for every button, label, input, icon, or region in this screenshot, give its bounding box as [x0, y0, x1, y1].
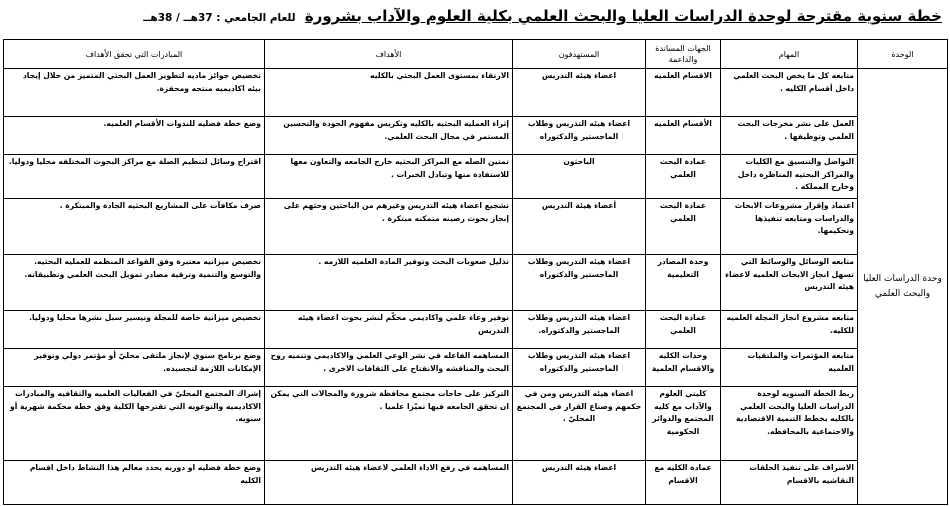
beneficiaries-cell: الباحثون — [513, 155, 646, 199]
goal-cell: المساهمه الفاعله في نشر الوعي العلمي والاكاديمي وتنميه روح البحث والمناقشه والانفتاح على الثقافات الاخرى . — [265, 349, 513, 387]
initiative-cell: إشراك المجتمع المحليّ في الفعاليات العلميه والثقافيه والمبادرات الاكاديميه والتوعويه التي تقترحها الكلية وفق خطة محكمة شهرية أو سنويه. — [4, 387, 265, 461]
table-row — [4, 69, 948, 117]
beneficiaries-cell: اعضاء هيئه التدريس وطلاب الماجستير والدكتوراه — [513, 255, 646, 311]
header-unit: الوحدة — [858, 40, 948, 69]
beneficiaries-cell: اعضاء هيئه التدريس وطلاب الماجستير والدكتوراه — [513, 117, 646, 155]
initiative-cell: وضع خطة فصليه للندوات الأقسام العلميه. — [4, 117, 265, 155]
task-cell: العمل على نشر مخرجات البحث العلمي وتوظيفها . — [721, 117, 858, 155]
document-title — [0, 2, 950, 32]
initiative-cell: تخصيص ميزانيه معتبرة وفق القواعد المنظمه للعمليه البحثيه. والتوسع والتنمية وترقية مصادر تمويل البحث العلمي وتطبيقاته. — [4, 255, 265, 311]
task-cell: متابعه المؤتمرات والملتقيات العلميه — [721, 349, 858, 387]
goal-cell: تمتين الصله مع المراكز البحثيه خارج الجامعه والتعاون معها للاستفادة منها وتبادل الخبرات . — [265, 155, 513, 199]
initiative-cell: تخصيص ميزانية خاصة للمجلة وتيسير سبل نشرها محليا ودوليا. — [4, 311, 265, 349]
academic-year: للعام الجامعي : 37هــ / 38هــ — [143, 12, 296, 24]
beneficiaries-cell: اعضاء هيئه التدريس — [513, 461, 646, 505]
task-cell: التواصل والتنسيق مع الكليات والمراكز البحثيه المناظرة داخل وخارج المملكه . — [721, 155, 858, 199]
header-initiatives: المبادرات التي تحقق الأهداف — [4, 40, 265, 69]
support-cell: الاقسام العلميه — [646, 69, 721, 117]
goal-cell: الارتقاء بمستوى العمل البحثي بالكليه — [265, 69, 513, 117]
initiative-cell: وضع برنامج سنوي لإنجاز ملتقى محليّ أو مؤتمر دولي وتوفير الإمكانات اللازمة لتجسيده. — [4, 349, 265, 387]
support-cell: وحدات الكليه والاقسام العلمية — [646, 349, 721, 387]
task-cell: متابعه مشروع انجاز المجلة العلميه للكليه. — [721, 311, 858, 349]
table-row — [4, 461, 948, 505]
unit-name-cell: وحدة الدراسات العليا والبحث العلمي — [858, 69, 948, 505]
task-cell: متابعه كل ما يخص البحث العلمي داخل أقسام الكليه . — [721, 69, 858, 117]
header-beneficiaries: المستهدفون — [513, 40, 646, 69]
table-row — [4, 155, 948, 199]
beneficiaries-cell: اعضاء هيئه التدريس وطلاب الماجستير والدكتوراه — [513, 349, 646, 387]
initiative-cell: وضع خطة فصليه او دوريه يحدد معالم هذا النشاط داخل اقسام الكليه — [4, 461, 265, 505]
task-cell: الاسراف على تنفيذ الحلقات النقاشيه بالاقسام — [721, 461, 858, 505]
beneficiaries-cell: أعضاء هيئة التدريس — [513, 199, 646, 255]
task-cell: ربط الخطة السنويه لوحدة الدراسات العليا والبحث العلمي بالكليه بخطط التنمية الاقتصادية والاجتماعية بالمحافظه. — [721, 387, 858, 461]
header-row — [4, 40, 948, 69]
table-row — [4, 199, 948, 255]
table-row — [4, 311, 948, 349]
table-row — [4, 255, 948, 311]
table-row — [4, 117, 948, 155]
beneficiaries-cell: اعضاء هيئه التدريس — [513, 69, 646, 117]
support-cell: عمادة البحث العلمي — [646, 199, 721, 255]
table-row — [4, 387, 948, 461]
goal-cell: إثراء العمليه البحثيه بالكليه وتكريس مفهوم الجودة والتحسين المستمر في مجال البحث العلمي. — [265, 117, 513, 155]
beneficiaries-cell: اعضاء هيئه التدريس ومن في حكمهم وصناع القرار في المجتمع المحليّ . — [513, 387, 646, 461]
support-cell: عمادة البحث العلمي — [646, 311, 721, 349]
header-support: الجهات المساندة والداعمة — [646, 40, 721, 69]
support-cell: كليتي العلوم والآداب مع كليه المجتمع والدوائر الحكومية — [646, 387, 721, 461]
goal-cell: توفير وعاء علمي واكاديمي محكّم لنشر بحوث اعضاء هيئه التدريس — [265, 311, 513, 349]
initiative-cell: اقتراح وسائل لتنظيم الصلة مع مراكز البحوث المختلفه محليا ودوليا. — [4, 155, 265, 199]
support-cell: وحدة المصادر التعليمية — [646, 255, 721, 311]
initiative-cell: تخصيص جوائز ماديه لتطوير العمل البحثي المتميز من خلال إيجاد بيئه اكاديميه منتجه ومحفزة. — [4, 69, 265, 117]
goal-cell: المساهمه في رفع الاداء العلمي لاعضاء هيئه التدريس — [265, 461, 513, 505]
task-cell: اعتماد وإقرار مشروعات الابحاث والدراسات ومتابعه تنفيذها وتحكيمها. — [721, 199, 858, 255]
goal-cell: تذليل صعوبات البحث وتوفير المادة العلميه اللازمه . — [265, 255, 513, 311]
header-goals: الأهداف — [265, 40, 513, 69]
plan-title: خطة سنوية مقترحة لوحدة الدراسات العليا والبحث العلمي بكلية العلوم والآداب بشرورة — [304, 7, 942, 25]
task-cell: متابعه الوسائل والوسائط التي تسهل انجاز الابحاث العلميه لاعضاء هيئه التدريس — [721, 255, 858, 311]
support-cell: عمادة الكليه مع الاقسام — [646, 461, 721, 505]
beneficiaries-cell: اعضاء هيئه التدريس وطلاب الماجستير والدكتوراه. — [513, 311, 646, 349]
plan-table — [3, 39, 948, 505]
support-cell: عمادة البحث العلمي — [646, 155, 721, 199]
support-cell: الأقسام العلميه — [646, 117, 721, 155]
goal-cell: تشجيع اعضاء هيئه التدريس وغيرهم من الباحثين وحثهم على إنجاز بحوث رصينه متمكنه مبتكرة . — [265, 199, 513, 255]
header-tasks: المهام — [721, 40, 858, 69]
goal-cell: التركيز على حاجات مجتمع محافظة شرورة والمجالات التي يمكن ان تحقق الجامعه فيها تميّزا علميا . — [265, 387, 513, 461]
initiative-cell: صرف مكافآت على المشاريع البحثيه الجادة والمبتكرة . — [4, 199, 265, 255]
table-row — [4, 349, 948, 387]
